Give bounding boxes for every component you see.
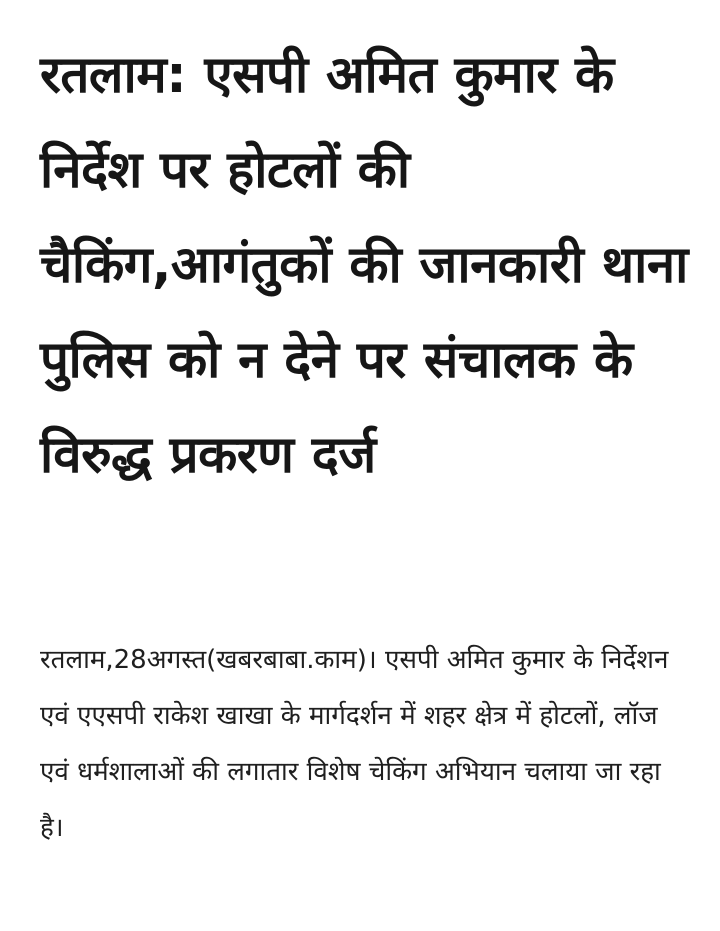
article bbox=[40, 28, 690, 843]
article-body: रतलाम,28अगस्त(खबरबाबा.काम)। एसपी अमित कुमार के निर्देशन एवं एएसपी राकेश खाखा के मार्गदर्शन में शहर क्षेत्र में होटलों, लॉज एवं धर्मशालाओं की लगातार विशेष चेकिंग अभियान चलाया जा रहा है। bbox=[40, 645, 669, 843]
article-headline: रतलाम: एसपी अमित कुमार के निर्देश पर होटलों की चैकिंग,आगंतुकों की जानकारी थाना पुलिस को न देने पर संचालक के विरुद्ध प्रकरण दर्ज bbox=[40, 46, 688, 485]
